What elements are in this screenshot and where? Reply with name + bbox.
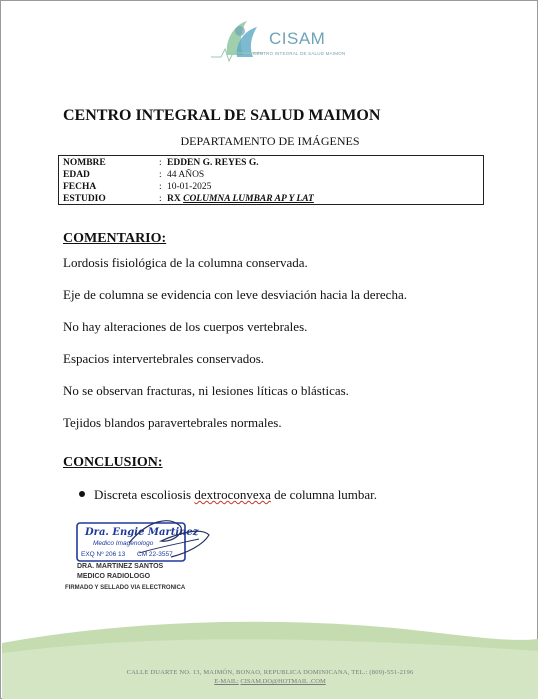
- doctor-name: DRA. MARTINEZ SANTOS: [77, 563, 164, 570]
- cisam-logo: [207, 11, 346, 67]
- conclusion-heading: CONCLUSION:: [63, 455, 163, 470]
- stamp-cm-text: CM 22-3557: [137, 551, 173, 558]
- conclusion-marked-word: dextroconvexa: [194, 487, 271, 502]
- signature-note: FIRMADO Y SELLADO VIA ELECTRONICA: [65, 585, 186, 591]
- comment-line: No hay alteraciones de los cuerpos vertebrales.: [63, 319, 308, 334]
- study-name: COLUMNA LUMBAR AP Y LAT: [183, 194, 314, 204]
- age-value: 44 AÑOS: [167, 170, 205, 180]
- study-value: [167, 193, 314, 205]
- name-label: NOMBRE: [63, 158, 106, 168]
- logo-brand: CISAM: [269, 29, 326, 48]
- patient-info-box: [58, 155, 484, 205]
- study-prefix: RX: [167, 194, 181, 204]
- center-title: CENTRO INTEGRAL DE SALUD MAIMON: [63, 107, 381, 124]
- comment-line: Lordosis fisiológica de la columna conservada.: [63, 255, 308, 270]
- stamp-role-text: Medico Imagenologo: [93, 540, 154, 547]
- comment-line: Eje de columna se evidencia con leve desviación hacia la derecha.: [63, 287, 407, 302]
- footer-email-lead: E-MAIL:: [214, 678, 239, 685]
- comment-line: Espacios intervertebrales conservados.: [63, 351, 265, 366]
- doctor-stamp-signature: [69, 513, 219, 569]
- study-colon: :: [159, 194, 162, 204]
- age-colon: :: [159, 170, 162, 180]
- logo-subtitle: CENTRO INTEGRAL DE SALUD MAIMON: [253, 51, 346, 56]
- bullet-icon: [79, 491, 85, 497]
- department-title: DEPARTAMENTO DE IMÁGENES: [180, 134, 360, 148]
- name-value: EDDEN G. REYES G.: [167, 158, 259, 168]
- date-label: FECHA: [63, 182, 97, 192]
- comment-heading: COMENTARIO:: [63, 231, 167, 246]
- footer-wave-decoration: [2, 613, 538, 699]
- footer-email: [1, 678, 538, 685]
- comment-line: No se observan fracturas, ni lesiones líticas o blásticas.: [63, 383, 349, 398]
- conclusion-after: de columna lumbar.: [270, 487, 378, 502]
- comment-line: Tejidos blandos paravertebrales normales.: [63, 415, 282, 430]
- footer-address: CALLE DUARTE NO. 13, MAIMÓN, BONAO, REPUBLICA DOMINICANA, TEL.: (809)-551-2196: [126, 669, 414, 676]
- stamp-name-text: Dra. Engie Martinez: [85, 527, 199, 538]
- age-label: EDAD: [63, 170, 90, 180]
- doctor-title: MEDICO RADIOLOGO: [77, 573, 151, 580]
- stamp-exq-text: EXQ Nº 206 13: [81, 551, 126, 558]
- date-value: 10-01-2025: [167, 182, 212, 192]
- study-label: ESTUDIO: [63, 194, 106, 204]
- conclusion-before: Discreta escoliosis: [94, 487, 195, 502]
- conclusion-item: [94, 487, 377, 503]
- name-colon: :: [159, 158, 162, 168]
- footer-email-address[interactable]: CISAM.DO@HOTMAIL .COM: [240, 678, 326, 685]
- date-colon: :: [159, 182, 162, 192]
